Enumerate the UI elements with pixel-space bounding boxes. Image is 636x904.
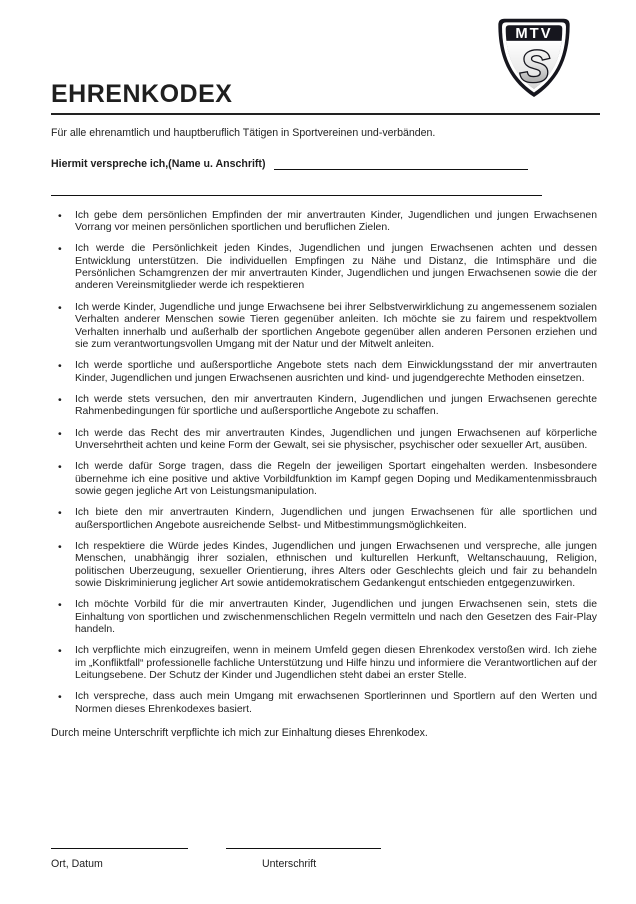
signature-label: Unterschrift (262, 858, 317, 870)
svg-text:MTV: MTV (515, 25, 553, 42)
signature-block-signature (226, 848, 381, 870)
code-item (51, 599, 597, 636)
code-item (51, 461, 597, 498)
code-item-text: Ich werde die Persönlichkeit jeden Kindes, Jugendlichen und jungen Erwachsenen achten und dessen Entwicklung unterstützen. Die individuellen Empfingen zu Nähe und Distanz, die Intimsphäre und die Persönlichen Schamgrenzen der mir anvertrauten Kinder, Jugendlichen und jungen Erwachsenen sowie die der anderen Vereinsmitglieder werde ich respektieren (75, 243, 597, 292)
page-title: EHRENKODEX (51, 80, 233, 108)
code-item (51, 243, 597, 292)
mtv-shield-logo (493, 13, 575, 99)
bullet-icon: • (58, 461, 62, 474)
code-item-text: Ich möchte Vorbild für die mir anvertrauten Kinder, Jugendlichen und jungen Erwachsenen sein, stets die Einhaltung von sportlichen und zwischenmenschlichen Regeln vermitteln und nach den Gesetzen des Fair-Play handeln. (75, 599, 597, 636)
code-item-text: Ich gebe dem persönlichen Empfinden der mir anvertrauten Kinder, Jugendlichen und jungen Erwachsenen Vorrang vor meinen persönlichen sportlichen und beruflichen Zielen. (75, 209, 597, 234)
promise-label: Hiermit verspreche ich,(Name u. Anschrift) (51, 157, 266, 170)
code-item (51, 541, 597, 590)
signature-area (51, 848, 381, 870)
code-item (51, 691, 597, 716)
bullet-icon: • (58, 427, 62, 440)
code-item (51, 428, 597, 453)
signature-block-place-date (51, 848, 188, 870)
code-item-text: Ich werde das Recht des mir anvertrauten Kindes, Jugendlichen und jungen Erwachsenen auf körperliche Unversehrtheit achten und keine Form der Gewalt, sei sie physischer, psychischer oder sexueller Art, ausüben. (75, 427, 597, 451)
document-subtitle: Für alle ehrenamtlich und hauptberuflich Tätigen in Sportvereinen und-verbänden. (51, 127, 436, 140)
code-item (51, 302, 597, 351)
bullet-icon: • (58, 599, 62, 612)
code-item (51, 210, 597, 235)
bullet-icon: • (58, 209, 62, 222)
code-item-text: Ich werde stets versuchen, den mir anvertrauten Kindern, Jugendlichen und jungen Erwachsenen gerechte Rahmenbedingungen für sportliche und außersportliche Angebote zu schaffen. (75, 393, 597, 418)
signature-line (226, 848, 381, 849)
code-item-text: Ich werde dafür Sorge tragen, dass die Regeln der jeweiligen Sportart eingehalten werden. Insbesondere übernehme ich eine positive und aktive Vorbildfunktion im Kampf gegen Doping und Medikamentenmissbrauch sowie gegen jegliche Art von Leistungsmanipulation. (75, 461, 597, 497)
bullet-icon: • (58, 393, 62, 406)
bullet-icon: • (58, 691, 62, 704)
closing-statement: Durch meine Unterschrift verpflichte ich mich zur Einhaltung dieses Ehrenkodex. (51, 727, 428, 740)
bullet-icon: • (58, 645, 62, 658)
name-address-field-line-2 (51, 195, 542, 196)
code-of-honor-list (51, 210, 597, 716)
code-item-text: Ich verspreche, dass auch mein Umgang mit erwachsenen Sportlerinnen und Sportlern auf den Werten und Normen dieses Ehrenkodexes basiert. (75, 691, 597, 715)
place-date-signature-line (51, 848, 188, 849)
bullet-icon: • (58, 540, 62, 553)
place-date-label: Ort, Datum (51, 858, 103, 870)
name-address-field-line-1 (274, 157, 528, 170)
code-item-text: Ich werde sportliche und außersportliche Angebote stets nach dem Einwicklungsstand der mir anvertrauten Kinder, Jugendlichen und jungen Erwachsenen ausrichten und kind- und jugendgerechte Methoden einsetzen. (75, 360, 597, 384)
code-item-text: Ich respektiere die Würde jedes Kindes, Jugendlichen und jungen Erwachsenen und verspreche, alle jungen Menschen, unabhängig ihrer sozialen, ethnischen und kulturellen Herkunft, Weltanschauung, Religion, politischen Uberzeugung, sexueller Orientierung, ihres Alters oder Geschlechts gleich und fair zu behandeln sowie Diskriminierung jeglicher Art sowie antidemokratischem Gedankengut entschieden entgegenzuwirken. (75, 540, 597, 589)
shield-icon (493, 13, 575, 99)
code-item (51, 507, 597, 532)
promise-row (51, 157, 597, 170)
bullet-icon: • (58, 301, 62, 314)
code-item-text: Ich biete den mir anvertrauten Kindern, Jugendlichen und jungen Erwachsenen für alle sportlichen und außersportlichen Angebote ausreichende Selbst- und Mitbestimmungsmöglichkeiten. (75, 507, 597, 531)
bullet-icon: • (58, 360, 62, 373)
bullet-icon: • (58, 243, 62, 256)
bullet-icon: • (58, 507, 62, 520)
code-item-text: Ich werde Kinder, Jugendliche und junge Erwachsene bei ihrer Selbstverwirklichung zu angemessenem sozialen Verhalten anderer Menschen sowie Tieren gegenüber anleiten. Ich möchte sie zu fairem und respektvollem Verhalten innerhalb und außerhalb der sportlichen Angebote gegenüber allen anderen Personen erziehen und sie zum verantwortungsvollen Umgang mit der Natur und der Mitwelt anleiten. (75, 301, 597, 350)
svg-text:S: S (520, 42, 550, 92)
title-rule (51, 113, 600, 115)
code-item-text: Ich verpflichte mich einzugreifen, wenn in meinem Umfeld gegen diesen Ehrenkodex verstoßen wird. Ich ziehe im „Konfliktfall“ professionelle fachliche Unterstützung und Hilfe hinzu und informiere die Verantwortlichen auf der Leitungsebene. Der Schutz der Kinder und Jugendlichen steht dabei an erster Stelle. (75, 645, 597, 682)
code-item (51, 645, 597, 682)
code-item (51, 394, 597, 419)
code-item (51, 360, 597, 385)
